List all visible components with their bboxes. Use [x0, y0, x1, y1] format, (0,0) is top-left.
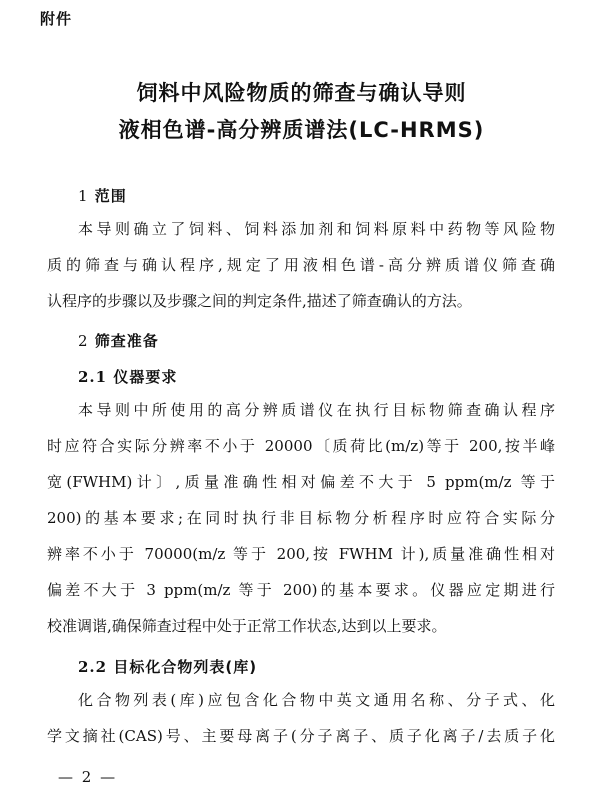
section-number: 1 — [78, 187, 89, 205]
paragraph-line: 辨率不小于 70000(m/z 等于 200,按 FWHM 计),质量准确性相对 — [47, 545, 555, 563]
paragraph-line: 本导则中所使用的高分辨质谱仪在执行目标物筛查确认程序 — [78, 401, 555, 419]
section-2-heading — [78, 330, 159, 351]
section-title: 目标化合物列表(库) — [113, 658, 258, 676]
paragraph-line: 偏差不大于 3 ppm(m/z 等于 200)的基本要求。仪器应定期进行 — [47, 581, 555, 599]
paragraph-line: 200)的基本要求;在同时执行非目标物分析程序时应符合实际分 — [47, 509, 555, 527]
section-title: 范围 — [94, 187, 127, 205]
section-number: 2.2 — [78, 658, 108, 676]
section-title: 筛查准备 — [94, 332, 159, 350]
paragraph-line: 化合物列表(库)应包含化合物中英文通用名称、分子式、化 — [78, 691, 555, 709]
section-1-heading — [78, 185, 127, 206]
section-title: 仪器要求 — [113, 368, 178, 386]
paragraph-line: 质的筛查与确认程序,规定了用液相色谱-高分辨质谱仪筛查确 — [47, 256, 555, 274]
paragraph-line: 时应符合实际分辨率不小于 20000〔质荷比(m/z)等于 200,按半峰 — [47, 437, 555, 455]
paragraph-line: 学文摘社(CAS)号、主要母离子(分子离子、质子化离子/去质子化 — [47, 727, 555, 745]
page-number: — 2 — — [58, 768, 118, 786]
paragraph-line: 认程序的步骤以及步骤之间的判定条件,描述了筛查确认的方法。 — [47, 292, 472, 310]
paragraph-line: 本导则确立了饲料、饲料添加剂和饲料原料中药物等风险物 — [78, 220, 555, 238]
section-number: 2 — [78, 332, 89, 350]
section-2-1-heading — [78, 366, 177, 387]
section-number: 2.1 — [78, 368, 108, 386]
section-2-2-heading — [78, 656, 257, 677]
document-title-line-2: 液相色谱-高分辨质谱法(LC-HRMS) — [118, 118, 485, 142]
paragraph-line: 校准调谐,确保筛查过程中处于正常工作状态,达到以上要求。 — [47, 617, 447, 635]
attachment-label: 附件 — [40, 10, 73, 28]
document-title-line-1: 饲料中风险物质的筛查与确认导则 — [136, 81, 467, 105]
paragraph-line: 宽(FWHM)计〕,质量准确性相对偏差不大于 5 ppm(m/z 等于 — [47, 473, 555, 491]
